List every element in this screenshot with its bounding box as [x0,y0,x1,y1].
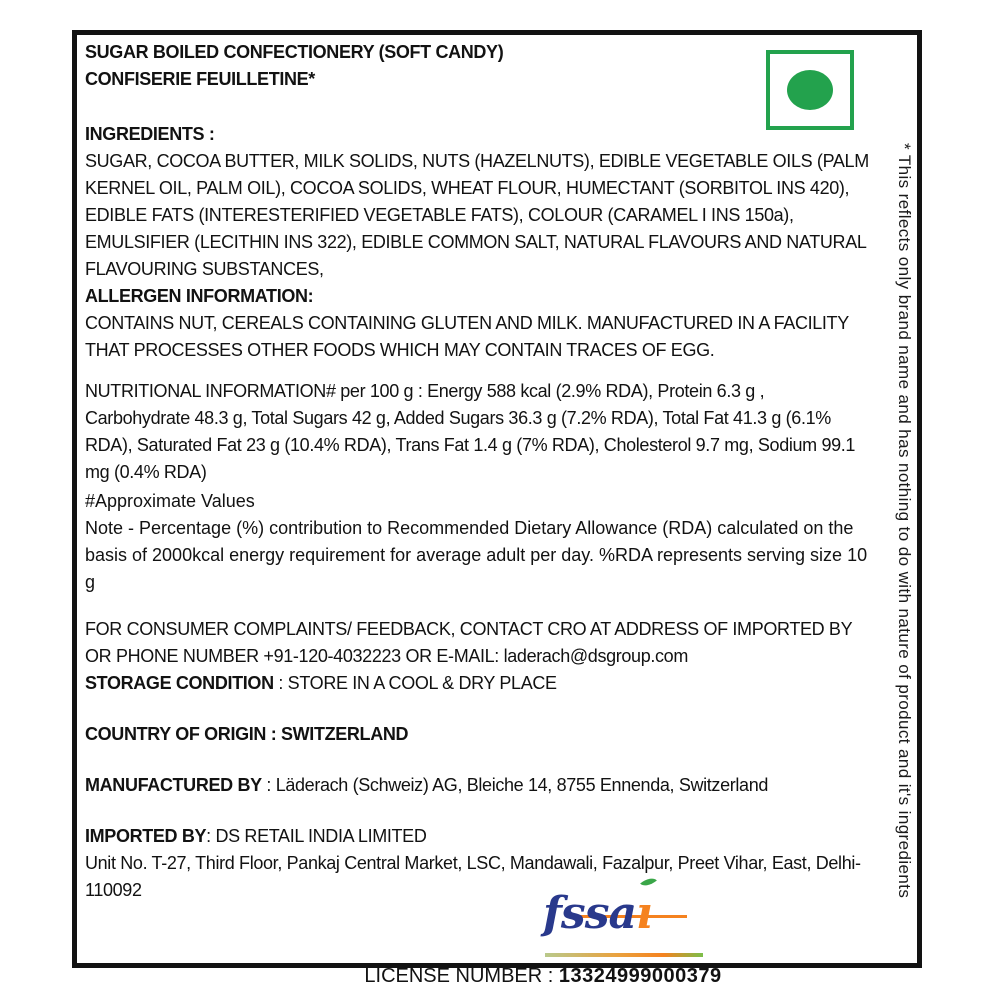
fssai-logo [543,888,711,962]
allergen-text: CONTAINS NUT, CEREALS CONTAINING GLUTEN AND MILK. MANUFACTURED IN A FACILITY THAT PROCESSES OTHER FOODS WHICH MAY CONTAIN TRACES OF EGG. [85,313,849,360]
country-of-origin: COUNTRY OF ORIGIN : SWITZERLAND [85,724,409,744]
consumer-complaints-text: FOR CONSUMER COMPLAINTS/ FEEDBACK, CONTACT CRO AT ADDRESS OF IMPORTED BY OR PHONE NUMBER +91-120-4032223 OR E-MAIL: laderach@dsgroup.com [85,619,852,666]
fssai-wordmark-main: fssa [543,888,636,939]
license-number-label: LICENSE NUMBER : [364,965,559,987]
manufactured-by-value: : Läderach (Schweiz) AG, Bleiche 14, 8755 Ennenda, Switzerland [261,775,769,795]
imported-by-label: IMPORTED BY [85,826,207,846]
imported-address: Unit No. T-27, Third Floor, Pankaj Central Market, LSC, Mandawali, Fazalpur, Preet Vihar, East, Delhi-110092 [85,853,861,900]
fssai-wordmark [543,888,652,939]
manufactured-by-label: MANUFACTURED BY [85,775,262,795]
storage-condition-value: : STORE IN A COOL & DRY PLACE [273,673,557,693]
approximate-values-note: #Approximate Values [85,491,255,511]
ingredients-text: SUGAR, COCOA BUTTER, MILK SOLIDS, NUTS (HAZELNUTS), EDIBLE VEGETABLE OILS (PALM KERNEL OIL, PALM OIL), COCOA SOLIDS, WHEAT FLOUR, HUMECTANT (SORBITOL INS 420), EDIBLE FATS (INTERESTERIFIED VEGETABLE FATS), COLOUR (CARAMEL I INS 150a), EMULSIFIER (LECITHIN INS 322), EDIBLE COMMON SALT, NATURAL FLAVOURS AND NATURAL FLAVOURING SUBSTANCES, [85,151,869,279]
imported-by [85,823,873,850]
storage-condition [85,670,873,697]
nutrition-text: NUTRITIONAL INFORMATION# per 100 g : Energy 588 kcal (2.9% RDA), Protein 6.3 g , Carbohydrate 48.3 g, Total Sugars 42 g, Added Sugars 36.3 g (7.2% RDA), Total Fat 41.3 g (6.1% RDA), Saturated Fat 23 g (10.4% RDA), Trans Fat 1.4 g (7% RDA), Cholesterol 9.7 mg, Sodium 99.1 mg (0.4% RDA) [85,381,856,482]
label-content [85,39,873,990]
vertical-disclaimer: * This reflects only brand name and has nothing to do with nature of product and it's ingredients [895,143,914,899]
product-title-line1: SUGAR BOILED CONFECTIONERY (SOFT CANDY) [85,42,504,62]
rda-note: Note - Percentage (%) contribution to Recommended Dietary Allowance (RDA) calculated on the basis of 2000kcal energy requirement for average adult per day. %RDA represents serving size 10 g [85,518,868,592]
fssai-underline-bar [545,953,703,957]
fssai-wordmark-i: ı [636,888,652,939]
imported-by-value: : DS RETAIL INDIA LIMITED [206,826,427,846]
product-label-box [72,30,922,987]
allergen-heading: ALLERGEN INFORMATION: [85,286,314,306]
license-number-line [85,963,873,990]
license-number-value: 13324999000379 [558,965,722,987]
product-title-line2: CONFISERIE FEUILLETINE* [85,69,315,89]
storage-condition-label: STORAGE CONDITION [85,673,274,693]
ingredients-heading: INGREDIENTS : [85,124,215,144]
manufactured-by [85,772,873,799]
